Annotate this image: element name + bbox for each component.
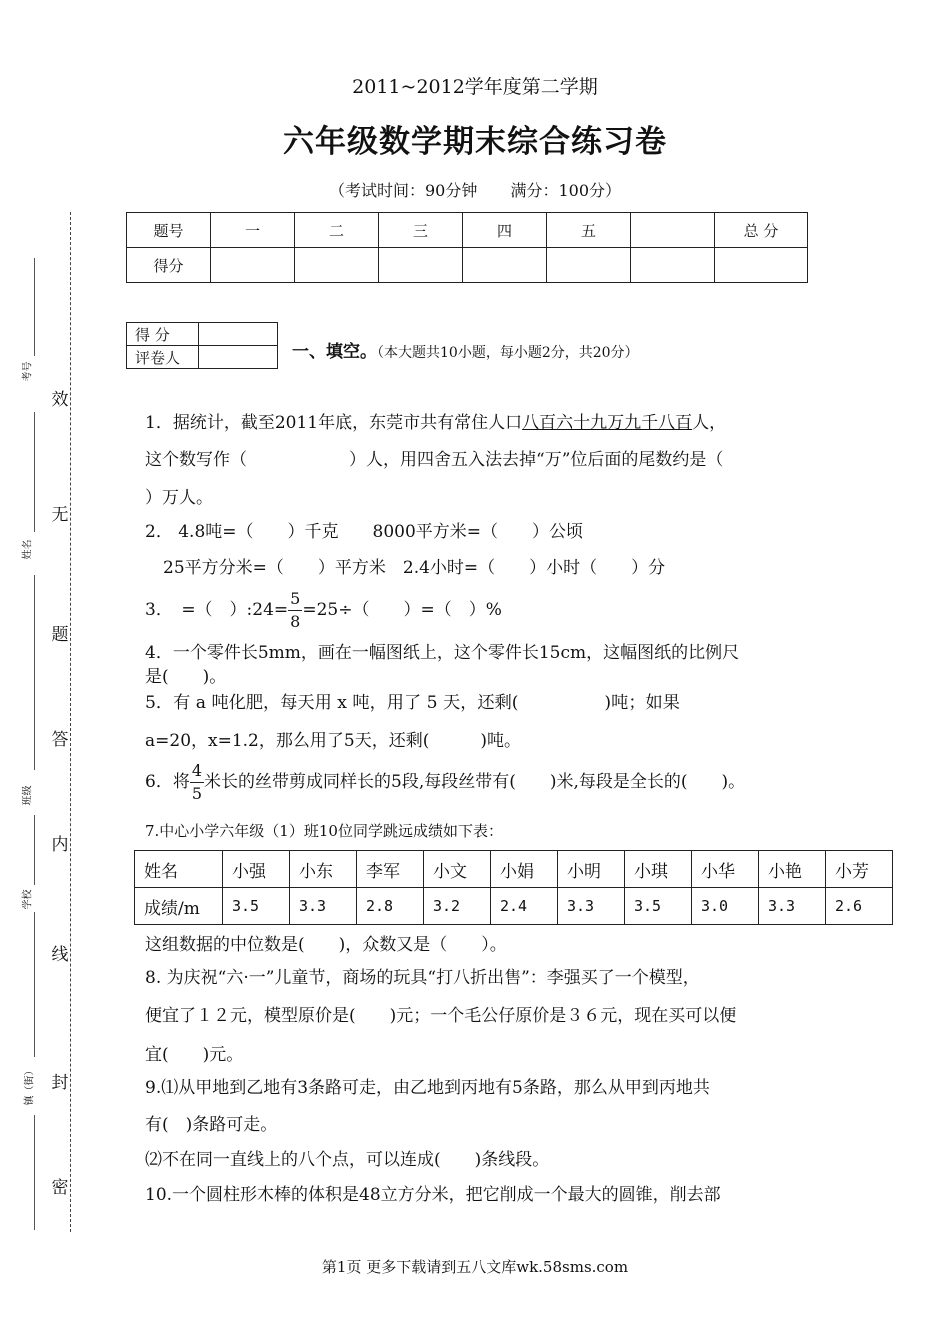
fraction-numerator: 5 (288, 588, 302, 611)
binding-rule (34, 412, 35, 532)
fraction (288, 588, 302, 633)
fraction-numerator: 4 (190, 760, 204, 783)
binding-char: 效 (51, 390, 69, 410)
student-name: 小娟 (491, 851, 558, 888)
student-name: 小芳 (826, 851, 893, 888)
jump-results-table (134, 850, 893, 925)
question-2-line-1: 2． 4.8吨=（ ）千克 8000平方米=（ ）公顷 (145, 522, 584, 542)
question-10-line-1: 10.一个圆柱形木棒的体积是48立方分米，把它削成一个最大的圆锥，削去部 (145, 1185, 721, 1205)
binding-char: 题 (51, 625, 69, 645)
question-6 (145, 760, 745, 805)
q1-underlined-number: 八百六十九万九千八百 (522, 413, 693, 433)
student-score: 2.8 (357, 888, 424, 925)
q6-text: 6．将 (145, 772, 190, 792)
full-score: 满分：100分） (510, 181, 621, 200)
student-score: 3.2 (424, 888, 491, 925)
table-cell: 五 (547, 213, 631, 248)
table-cell (631, 213, 715, 248)
q1-text: 1．据统计，截至2011年底，东莞市共有常住人口 (145, 413, 523, 433)
label-exam-number: 考号 (22, 361, 34, 382)
section-title: 一、填空。 (292, 342, 377, 362)
score-input-cell[interactable] (211, 248, 295, 283)
score-input-cell[interactable] (547, 248, 631, 283)
table-row (135, 888, 893, 925)
binding-char: 答 (51, 730, 69, 750)
student-score: 2.6 (826, 888, 893, 925)
question-1-line-3: ）万人。 (145, 488, 213, 508)
binding-rule (34, 815, 35, 885)
question-4-line-2: 是( )。 (145, 667, 227, 687)
score-input-cell[interactable] (295, 248, 379, 283)
student-score: 3.0 (692, 888, 759, 925)
student-score: 3.3 (558, 888, 625, 925)
student-name: 小琪 (625, 851, 692, 888)
student-name: 小强 (223, 851, 290, 888)
q3-text-end: =25÷（ ）=（ ）% (302, 600, 502, 620)
table-cell: 得分 (127, 248, 211, 283)
table-row (127, 323, 278, 346)
score-table-row (127, 213, 808, 248)
table-cell: 题号 (127, 213, 211, 248)
student-name: 小东 (290, 851, 357, 888)
table-cell: 二 (295, 213, 379, 248)
score-input-cell[interactable] (379, 248, 463, 283)
question-8-line-3: 宜( )元。 (145, 1045, 244, 1065)
grader-label: 评卷人 (127, 346, 199, 369)
question-8-line-1: 8. 为庆祝“六·一”儿童节，商场的玩具“打八折出售”：李强买了一个模型， (145, 968, 700, 988)
q1-text-end: 人， (692, 413, 727, 433)
binding-rule (34, 912, 35, 1057)
question-3 (145, 588, 502, 633)
label-class: 班级 (22, 785, 34, 806)
table-header: 姓名 (135, 851, 223, 888)
score-label: 得 分 (127, 323, 199, 346)
grader-box (126, 322, 278, 369)
binding-char: 无 (51, 505, 69, 525)
page-footer: 第1页 更多下载请到五八文库wk.58sms.com (321, 1258, 629, 1276)
score-input-cell[interactable] (631, 248, 715, 283)
exam-subtitle: 2011~2012学年度第二学期 (352, 76, 598, 98)
question-9-line-3: ⑵不在同一直线上的八个点，可以连成( )条线段。 (145, 1150, 550, 1170)
question-5-line-1: 5．有 a 吨化肥，每天用 x 吨，用了 5 天，还剩( )吨；如果 (145, 693, 680, 713)
table-cell: 总 分 (715, 213, 808, 248)
binding-char: 封 (51, 1073, 69, 1093)
student-name: 小明 (558, 851, 625, 888)
question-1-line-1 (145, 408, 726, 433)
label-name: 姓名 (22, 539, 34, 560)
grader-input-cell[interactable] (199, 346, 278, 369)
question-9-line-1: 9.⑴从甲地到乙地有3条路可走，由乙地到丙地有5条路，那么从甲到丙地共 (145, 1078, 710, 1098)
fraction-denominator: 8 (290, 612, 301, 631)
student-name: 小艳 (759, 851, 826, 888)
student-score: 3.3 (290, 888, 357, 925)
q3-text: 3． =（ ）:24= (145, 600, 289, 620)
table-row (127, 346, 278, 369)
student-score: 3.5 (223, 888, 290, 925)
exam-info (0, 178, 950, 201)
question-9-line-2: 有( )条路可走。 (145, 1115, 278, 1135)
section-heading (292, 337, 639, 362)
binding-rule (34, 575, 35, 770)
binding-dashed-line (70, 212, 71, 1232)
fraction-denominator: 5 (191, 784, 203, 803)
section-note: （本大题共10小题，每小题2分，共20分） (377, 345, 639, 361)
question-8-line-2: 便宜了１２元，模型原价是( )元；一个毛公仔原价是３６元，现在买可以便 (145, 1006, 737, 1026)
binding-char: 线 (51, 945, 69, 965)
question-2-line-2: 25平方分米=（ ）平方米 2.4小时=（ ）小时（ ）分 (163, 558, 666, 578)
table-cell: 三 (379, 213, 463, 248)
q6-text-end: 米长的丝带剪成同样长的5段,每段丝带有( )米,每段是全长的( )。 (204, 772, 746, 792)
score-input-cell[interactable] (199, 323, 278, 346)
table-cell: 四 (463, 213, 547, 248)
student-score: 3.3 (759, 888, 826, 925)
student-name: 李军 (357, 851, 424, 888)
label-school: 学校 (22, 889, 34, 910)
exam-time: （考试时间：90分钟 (328, 181, 478, 200)
table-cell: 一 (211, 213, 295, 248)
question-1-line-2: 这个数写作（ ）人，用四舍五入法去掉“万”位后面的尾数约是（ (145, 450, 724, 470)
score-table (126, 212, 808, 283)
question-7-after: 这组数据的中位数是( )，众数又是（ ）。 (145, 935, 507, 955)
binding-char: 密 (51, 1178, 69, 1198)
binding-rule (34, 258, 35, 356)
fraction (190, 760, 204, 805)
label-town: 镇（街） (24, 1065, 36, 1106)
exam-title: 六年级数学期末综合练习卷 (283, 124, 667, 160)
score-input-cell[interactable] (463, 248, 547, 283)
student-name: 小华 (692, 851, 759, 888)
table-row (135, 851, 893, 888)
student-name: 小文 (424, 851, 491, 888)
student-score: 2.4 (491, 888, 558, 925)
question-7-intro: 7.中心小学六年级（1）班10位同学跳远成绩如下表： (145, 822, 503, 840)
student-score: 3.5 (625, 888, 692, 925)
binding-char: 内 (51, 835, 69, 855)
table-header: 成绩/m (135, 888, 223, 925)
question-4-line-1: 4．一个零件长5mm，画在一幅图纸上，这个零件长15cm，这幅图纸的比例尺 (145, 643, 740, 663)
binding-rule (34, 1115, 35, 1230)
score-input-cell[interactable] (715, 248, 808, 283)
score-table-row (127, 248, 808, 283)
question-5-line-2: a=20，x=1.2，那么用了5天，还剩( )吨。 (145, 731, 521, 751)
